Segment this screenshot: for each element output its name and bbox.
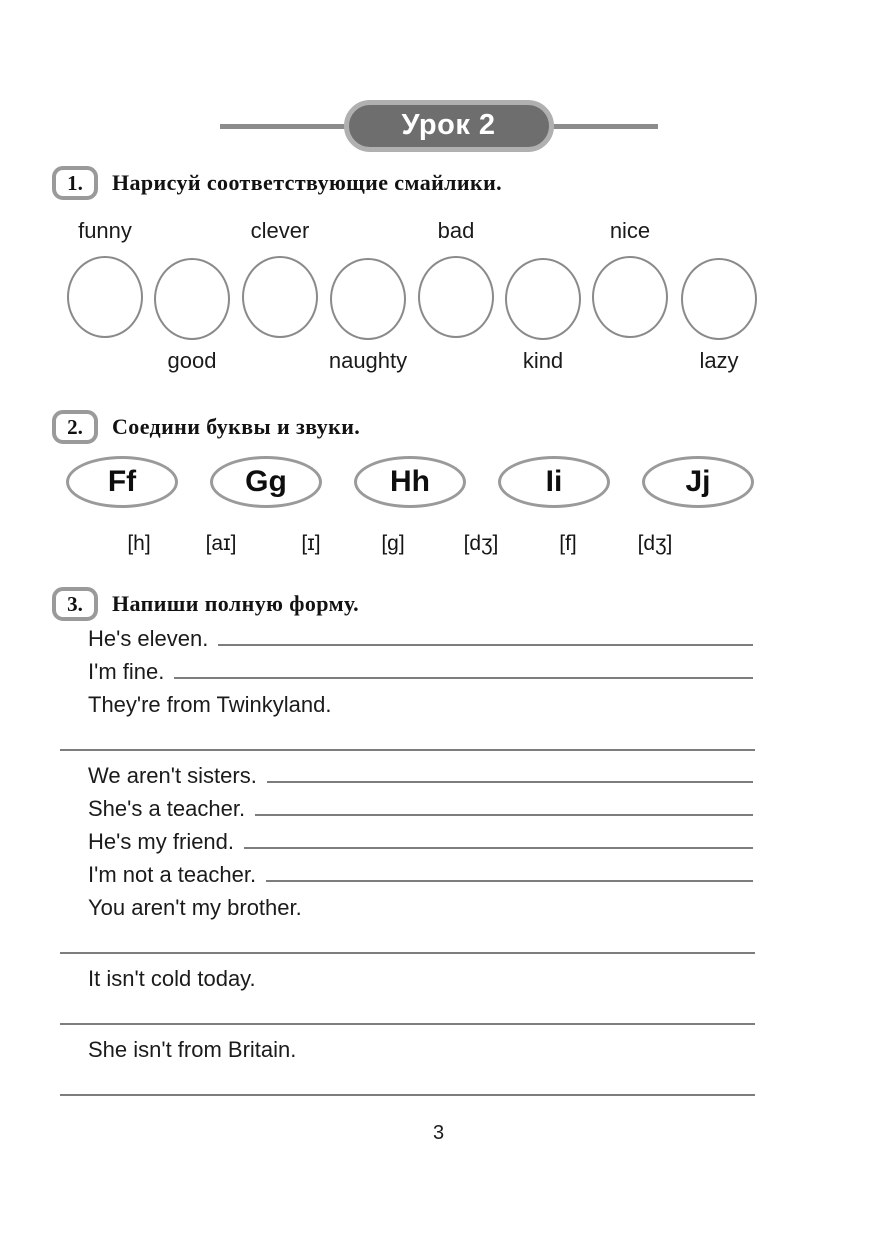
task-2-sound-row bbox=[0, 533, 877, 565]
sentence-text: They're from Twinkyland. bbox=[88, 692, 332, 717]
spacer bbox=[60, 930, 755, 952]
sentence-row bbox=[60, 831, 755, 864]
letter-oval-label: Ff bbox=[107, 465, 137, 498]
sound-item[interactable]: [ɪ] bbox=[301, 532, 321, 555]
sentence-group bbox=[60, 765, 755, 952]
smiley-label: clever bbox=[250, 218, 310, 243]
letter-oval-label: Jj bbox=[685, 465, 711, 498]
sentence-row bbox=[60, 661, 755, 694]
smiley-label: kind bbox=[522, 348, 564, 373]
sentence-text: You aren't my brother. bbox=[88, 895, 302, 920]
answer-blank[interactable] bbox=[218, 629, 753, 646]
sentence-row bbox=[60, 765, 755, 798]
smiley-label: lazy bbox=[699, 348, 739, 373]
answer-blank-empty bbox=[312, 900, 753, 915]
sentence-text: She's a teacher. bbox=[88, 796, 246, 821]
smiley-circle[interactable] bbox=[592, 256, 668, 338]
sentence-row bbox=[60, 897, 755, 930]
sentence-text: He's my friend. bbox=[88, 829, 235, 854]
smiley-label: nice bbox=[609, 218, 651, 243]
task-1-title: Нарисуй соответствующие смайлики. bbox=[112, 170, 503, 195]
group-divider bbox=[60, 1094, 755, 1096]
letter-oval-jj[interactable] bbox=[642, 456, 754, 508]
answer-blank[interactable] bbox=[174, 662, 753, 679]
smiley-circle[interactable] bbox=[330, 258, 406, 340]
lesson-banner bbox=[0, 100, 877, 152]
letter-oval-gg[interactable] bbox=[210, 456, 322, 508]
task-1-heading bbox=[52, 166, 502, 200]
smiley-label: naughty bbox=[328, 348, 408, 373]
sound-item[interactable]: [dʒ] bbox=[637, 532, 673, 555]
sentence-text: It isn't cold today. bbox=[88, 966, 256, 991]
smiley-item-lazy bbox=[659, 258, 779, 376]
smiley-circle[interactable] bbox=[154, 258, 230, 340]
task-3-number: 3. bbox=[52, 587, 98, 621]
sentence-group bbox=[60, 968, 755, 1023]
letter-oval-label: Ii bbox=[545, 465, 563, 498]
answer-blank[interactable] bbox=[267, 766, 753, 783]
answer-blank-empty bbox=[306, 1042, 753, 1057]
task-2-number: 2. bbox=[52, 410, 98, 444]
answer-blank[interactable] bbox=[266, 865, 753, 882]
letter-oval-label: Gg bbox=[245, 465, 287, 498]
sentence-text: I'm fine. bbox=[88, 659, 165, 684]
sentence-text: She isn't from Britain. bbox=[88, 1037, 297, 1062]
spacer bbox=[60, 1072, 755, 1094]
letter-oval-label: Hh bbox=[390, 465, 430, 498]
sentence-row bbox=[60, 694, 755, 727]
answer-blank-empty bbox=[266, 971, 753, 986]
sentence-text: We aren't sisters. bbox=[88, 763, 257, 788]
sentence-text: I'm not a teacher. bbox=[88, 862, 257, 887]
sentence-group bbox=[60, 1039, 755, 1094]
task-3-sentences bbox=[60, 628, 755, 1096]
spacer bbox=[60, 1001, 755, 1023]
sentence-row bbox=[60, 1039, 755, 1072]
sentence-group bbox=[60, 628, 755, 749]
sound-item[interactable]: [h] bbox=[127, 532, 151, 555]
sound-item[interactable]: [dʒ] bbox=[463, 532, 499, 555]
letter-oval-ff[interactable] bbox=[66, 456, 178, 508]
answer-blank-empty bbox=[341, 697, 753, 712]
task-2-letter-row bbox=[0, 452, 877, 522]
smiley-circle[interactable] bbox=[242, 256, 318, 338]
sentence-text: He's eleven. bbox=[88, 626, 209, 651]
letter-oval-ii[interactable] bbox=[498, 456, 610, 508]
banner-rule-right bbox=[548, 124, 658, 129]
sentence-row bbox=[60, 968, 755, 1001]
sound-item[interactable]: [f] bbox=[559, 532, 577, 555]
task-2-title: Соедини буквы и звуки. bbox=[112, 414, 361, 439]
smiley-circle[interactable] bbox=[681, 258, 757, 340]
task-1-number: 1. bbox=[52, 166, 98, 200]
lesson-pill bbox=[344, 100, 554, 152]
spacer bbox=[60, 727, 755, 749]
sentence-row bbox=[60, 798, 755, 831]
sound-item[interactable]: [g] bbox=[381, 532, 405, 555]
lesson-title: Урок 2 bbox=[401, 108, 496, 141]
sound-item[interactable]: [aɪ] bbox=[205, 532, 237, 555]
smiley-label: good bbox=[167, 348, 217, 373]
answer-blank[interactable] bbox=[244, 832, 753, 849]
smiley-label: funny bbox=[78, 218, 132, 243]
answer-blank[interactable] bbox=[255, 799, 753, 816]
letter-oval-hh[interactable] bbox=[354, 456, 466, 508]
sentence-row bbox=[60, 864, 755, 897]
page-number: 3 bbox=[432, 1122, 445, 1144]
smiley-label: bad bbox=[437, 218, 475, 243]
task-3-heading bbox=[52, 587, 359, 621]
task-3-title: Напиши полную форму. bbox=[112, 591, 360, 616]
banner-rule-left bbox=[220, 124, 350, 129]
task-2-heading bbox=[52, 410, 360, 444]
sentence-row bbox=[60, 628, 755, 661]
task-1-smiley-row bbox=[0, 212, 877, 402]
